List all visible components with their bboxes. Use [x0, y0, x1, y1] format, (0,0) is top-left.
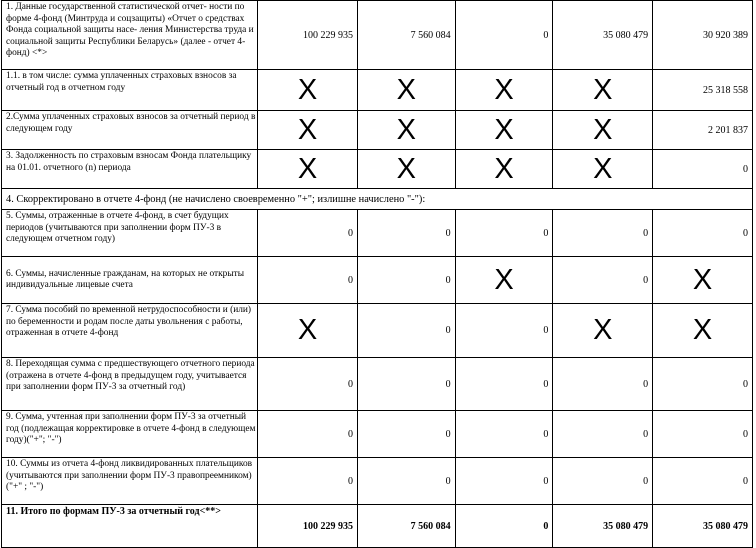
row-label: 11. Итого по формам ПУ-3 за отчетный год<**> — [2, 505, 258, 548]
value-cell: 0 — [553, 458, 653, 505]
value-cell: 25 318 558 — [653, 70, 753, 111]
value-cell: 0 — [258, 458, 358, 505]
value-cell: 0 — [653, 458, 753, 505]
row-label: 1. Данные государственной статистической отчет- ности по форме 4-фонд (Минтруда и соцзащиты) «Отчет о средствах Фонда социальной защиты насе- ления Министерства труда и социальной защиты Республики Беларусь» (далее - отчет 4-фонд) <*> — [2, 1, 258, 70]
row-label: 5. Суммы, отраженные в отчете 4-фонд, в счет будущих периодов (учитываются при заполнении форм ПУ-3 в следующем отчетном году) — [2, 210, 258, 257]
total-cell: 7 560 084 — [357, 505, 455, 548]
value-cell: 0 — [553, 210, 653, 257]
row-label: 10. Суммы из отчета 4-фонд ликвидированных плательщиков (учитываются при заполнении форм ПУ-3 правопреемником)("+" ; "-") — [2, 458, 258, 505]
total-cell: 0 — [455, 505, 553, 548]
fund-report-table — [1, 0, 753, 548]
value-cell: 2 201 837 — [653, 111, 753, 150]
value-cell: 0 — [553, 358, 653, 411]
row-label: 6. Суммы, начисленные гражданам, на которых не открыты индивидуальные лицевые счета — [2, 257, 258, 304]
table-row — [2, 1, 753, 70]
value-cell: 0 — [455, 210, 553, 257]
value-cell: 0 — [455, 458, 553, 505]
value-cell: 0 — [357, 411, 455, 458]
not-applicable-mark: X — [553, 111, 653, 150]
not-applicable-mark: X — [653, 304, 753, 358]
value-cell: 0 — [455, 358, 553, 411]
value-cell: 0 — [357, 358, 455, 411]
not-applicable-mark: X — [455, 257, 553, 304]
row-label: 1.1. в том числе: сумма уплаченных страховых взносов за отчетный год в отчетном году — [2, 70, 258, 111]
value-cell: 0 — [653, 358, 753, 411]
value-cell: 0 — [258, 257, 358, 304]
value-cell: 0 — [258, 210, 358, 257]
not-applicable-mark: X — [258, 111, 358, 150]
value-cell: 0 — [455, 1, 553, 70]
value-cell: 0 — [357, 210, 455, 257]
value-cell: 0 — [357, 458, 455, 505]
value-cell: 0 — [653, 150, 753, 189]
not-applicable-mark: X — [258, 150, 358, 189]
table-row — [2, 358, 753, 411]
value-cell: 0 — [553, 257, 653, 304]
value-cell: 35 080 479 — [553, 1, 653, 70]
not-applicable-mark: X — [653, 257, 753, 304]
value-cell: 7 560 084 — [357, 1, 455, 70]
value-cell: 0 — [653, 210, 753, 257]
value-cell: 0 — [653, 411, 753, 458]
row-label: 9. Сумма, учтенная при заполнении форм ПУ-3 за отчетный год (подлежащая корректировке в отчете 4-фонд в следующем году)("+"; "-") — [2, 411, 258, 458]
total-cell: 35 080 479 — [553, 505, 653, 548]
table-row-total — [2, 505, 753, 548]
value-cell: 0 — [455, 411, 553, 458]
value-cell: 0 — [258, 358, 358, 411]
value-cell: 0 — [455, 304, 553, 358]
table-row — [2, 411, 753, 458]
table-row — [2, 150, 753, 189]
not-applicable-mark: X — [455, 150, 553, 189]
not-applicable-mark: X — [553, 70, 653, 111]
table-row — [2, 70, 753, 111]
not-applicable-mark: X — [357, 150, 455, 189]
not-applicable-mark: X — [357, 111, 455, 150]
value-cell: 0 — [357, 304, 455, 358]
row-label: 2.Сумма уплаченных страховых взносов за отчетный период в следующем году — [2, 111, 258, 150]
value-cell: 30 920 389 — [653, 1, 753, 70]
value-cell: 0 — [258, 411, 358, 458]
table-row — [2, 210, 753, 257]
row-label: 7. Сумма пособий по временной нетрудоспособности и (или) по беременности и родам после даты увольнения с работы, отраженная в отчете 4-фонд — [2, 304, 258, 358]
not-applicable-mark: X — [258, 304, 358, 358]
value-cell: 100 229 935 — [258, 1, 358, 70]
value-cell: 0 — [553, 411, 653, 458]
not-applicable-mark: X — [455, 70, 553, 111]
not-applicable-mark: X — [357, 70, 455, 111]
row-label: 8. Переходящая сумма с предшествующего отчетного периода (отражена в отчете 4-фонд в предыдущем году, учитывается при заполнении форм ПУ-3 за отчетный год) — [2, 358, 258, 411]
not-applicable-mark: X — [553, 150, 653, 189]
table-row — [2, 189, 753, 210]
value-cell: 0 — [357, 257, 455, 304]
table-row — [2, 458, 753, 505]
table-row — [2, 111, 753, 150]
not-applicable-mark: X — [258, 70, 358, 111]
section-heading: 4. Скорректировано в отчете 4-фонд (не начислено своевременно "+"; излишне начислено "-"): — [2, 189, 753, 210]
not-applicable-mark: X — [455, 111, 553, 150]
total-cell: 35 080 479 — [653, 505, 753, 548]
row-label: 3. Задолженность по страховым взносам Фонда плательщику на 01.01. отчетного (n) периода — [2, 150, 258, 189]
table-row — [2, 304, 753, 358]
not-applicable-mark: X — [553, 304, 653, 358]
total-cell: 100 229 935 — [258, 505, 358, 548]
table-row — [2, 257, 753, 304]
